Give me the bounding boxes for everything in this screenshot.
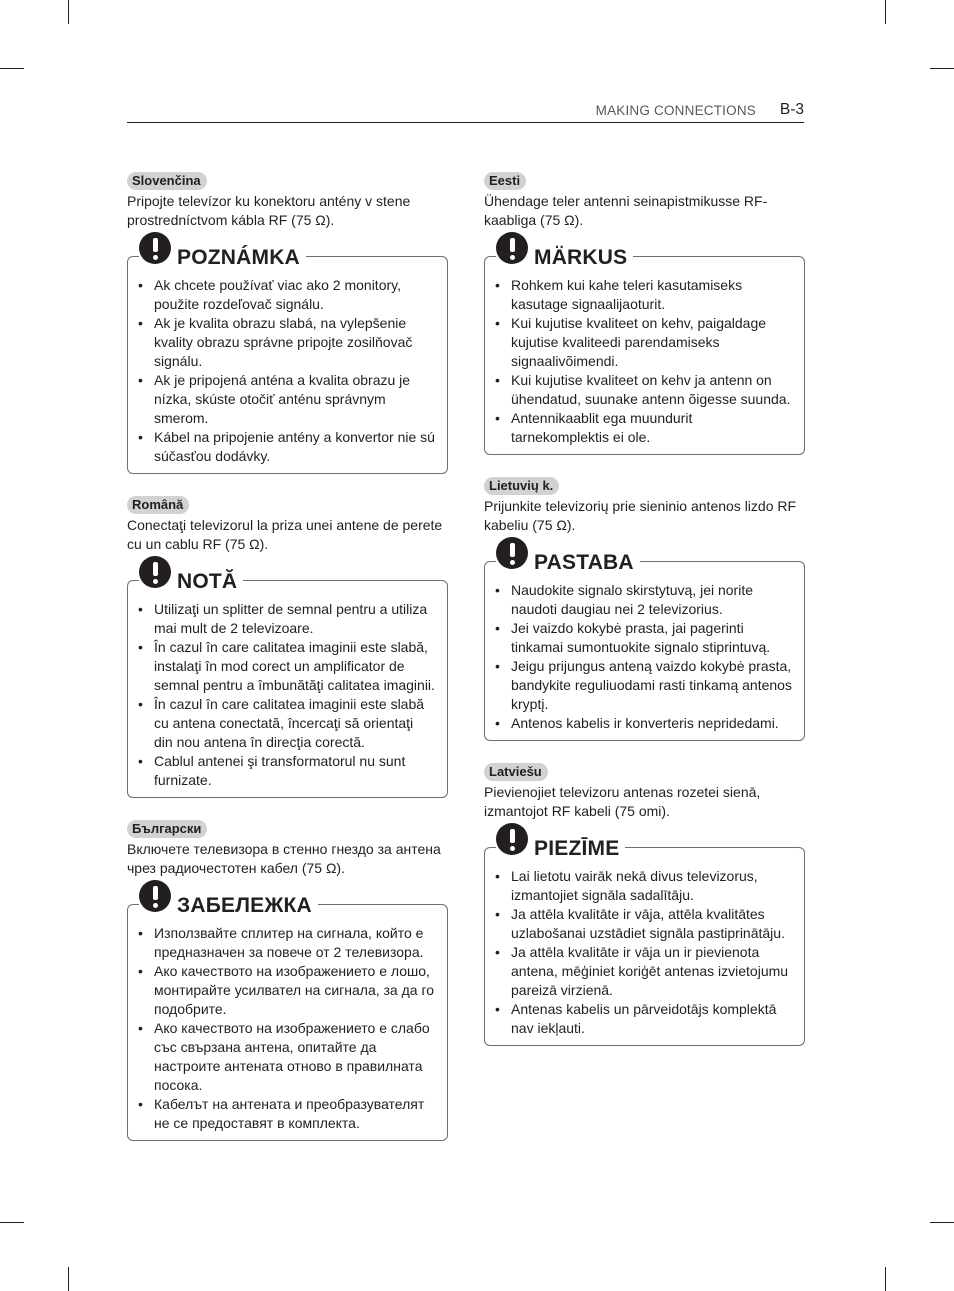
note-item: • Kui kujutise kvaliteet on kehv, paigaldage kujutise kvaliteedi parendamiseks signaalivõimendi. [495,314,792,371]
language-block [484,477,805,741]
page-header [127,100,804,123]
crop-mark [0,68,24,69]
note-item: • Kui kujutise kvaliteet on kehv ja antenn on ühendatud, suunake antenn õigesse suunda. [495,371,792,409]
note-heading [496,821,625,860]
section-title: MAKING CONNECTIONS [595,103,756,118]
note-item: • Ако качеството на изображението е слабо със свързана антена, опитайте да настроите антената отново в правилната посока. [138,1019,435,1095]
crop-mark [885,0,886,24]
note-item: • Kábel na pripojenie antény a konvertor nie sú súčasťou dodávky. [138,428,435,466]
note-title: POZNÁMKA [177,246,300,269]
note-title: MÄRKUS [534,246,628,269]
note-box [484,230,805,455]
exclamation-icon [496,537,528,569]
note-box [127,230,448,474]
exclamation-icon [139,556,171,588]
note-title: PASTABA [534,551,634,574]
note-title: PIEZĪME [534,837,620,860]
note-item: • Rohkem kui kahe teleri kasutamiseks kasutage signaalijaoturit. [495,276,792,314]
language-block [127,496,448,798]
note-item: • Jeigu prijungus anteną vaizdo kokybė prasta, bandykite reguliuodami rasti tinkamą antenos kryptį. [495,657,792,714]
exclamation-icon [496,232,528,264]
language-block [484,763,805,1046]
note-item: • În cazul în care calitatea imaginii este slabă, instalaţi în mod corect un amplificator de semnal pentru a îmbunătăţi calitatea imaginii. [138,638,435,695]
note-heading [139,230,306,269]
note-item: • Ja attēla kvalitāte ir vāja un ir pievienota antena, mēģiniet koriģēt antenas izvietojumu pareizā virzienā. [495,943,792,1000]
language-label: Slovenčina [127,172,207,190]
language-label: Română [127,496,189,514]
note-item: • Кабелът на антената и преобразувателят не се предоставят в комплекта. [138,1095,435,1133]
intro-text: Включете телевизора в стенно гнездо за антена чрез радиочестотен кабел (75 Ω). [127,841,441,876]
crop-mark [68,0,69,24]
crop-mark [68,1267,69,1291]
note-item: • Ak je kvalita obrazu slabá, na vylepšenie kvality obrazu správne pripojte zosilňovač signálu. [138,314,435,371]
note-item: • Ak je pripojená anténa a kvalita obrazu je nízka, skúste otočiť anténu správnym smerom. [138,371,435,428]
language-block [127,172,448,474]
note-item: • Използвайте сплитер на сигнала, който е предназначен за повече от 2 телевизора. [138,924,435,962]
note-box [484,535,805,741]
intro-text: Pripojte televízor ku konektoru antény v stene prostredníctvom kábla RF (75 Ω). [127,193,411,228]
intro-text: Prijunkite televizorių prie sieninio antenos lizdo RF kabeliu (75 Ω). [484,498,797,533]
note-item: • Ja attēla kvalitāte ir vāja, attēla kvalitātes uzlabošanai uzstādiet signāla pastiprinātāju. [495,905,792,943]
note-box [127,878,448,1141]
page-number: B-3 [779,101,804,118]
exclamation-icon [496,823,528,855]
exclamation-icon [139,232,171,264]
note-title: NOTĂ [177,570,238,593]
note-item: • Utilizaţi un splitter de semnal pentru a utiliza mai mult de 2 televizoare. [138,600,435,638]
note-heading [139,878,318,917]
crop-mark [930,68,954,69]
language-block [484,172,805,455]
note-item: • Jei vaizdo kokybė prasta, jai pagerinti tinkamai sumontuokite signalo stiprintuvą. [495,619,792,657]
note-item: • Antennikaablit ega muundurit tarnekomplektis ei ole. [495,409,792,447]
note-box [484,821,805,1046]
note-item: • Ако качеството на изображението е лошо, монтирайте усилвател на сигнала, за да го подобрите. [138,962,435,1019]
note-item: • În cazul în care calitatea imaginii este slabă cu antena conectată, încercaţi să orientaţi din nou antena în direcţia corectă. [138,695,435,752]
language-block [127,820,448,1141]
crop-mark [885,1267,886,1291]
note-heading [496,230,633,269]
crop-mark [930,1222,954,1223]
language-label: Български [127,820,207,838]
note-heading [139,554,243,593]
exclamation-icon [139,880,171,912]
right-column [484,172,805,1068]
language-label: Lietuvių k. [484,477,559,495]
intro-text: Ühendage teler antenni seinapistmikusse RF-kaabliga (75 Ω). [484,193,768,228]
intro-text: Conectaţi televizorul la priza unei antene de perete cu un cablu RF (75 Ω). [127,517,443,552]
note-heading [496,535,640,574]
crop-mark [0,1222,24,1223]
intro-text: Pievienojiet televizoru antenas rozetei sienā, izmantojot RF kabeli (75 omi). [484,784,761,819]
left-column [127,172,448,1163]
language-label: Latviešu [484,763,548,781]
note-item: • Ak chcete používať viac ako 2 monitory, použite rozdeľovač signálu. [138,276,435,314]
note-item: • Antenas kabelis un pārveidotājs komplektā nav iekļauti. [495,1000,792,1038]
note-title: ЗАБЕЛЕЖКА [177,894,312,917]
note-item: • Cablul antenei şi transformatorul nu sunt furnizate. [138,752,435,790]
language-label: Eesti [484,172,526,190]
note-box [127,554,448,798]
note-item: • Lai lietotu vairāk nekā divus televizorus, izmantojiet signāla sadalītāju. [495,867,792,905]
note-item: • Naudokite signalo skirstytuvą, jei norite naudoti daugiau nei 2 televizorius. [495,581,792,619]
note-item: • Antenos kabelis ir konverteris nepridedami. [495,714,792,733]
